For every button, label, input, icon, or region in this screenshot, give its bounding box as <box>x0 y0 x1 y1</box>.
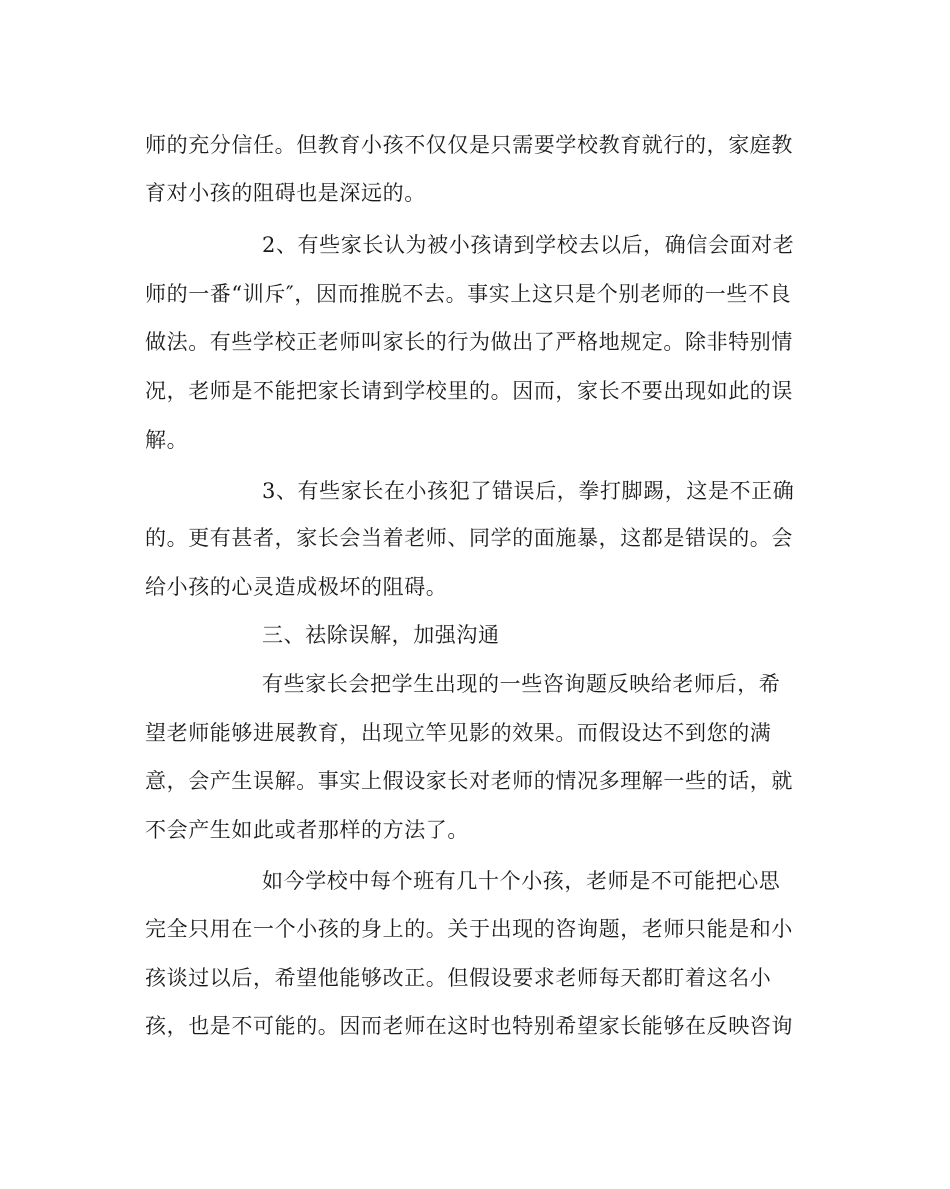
text-line: 意，会产生误解。事实上假设家长对老师的情况多理解一些的话，就 <box>145 769 793 793</box>
text-line: 给小孩的心灵造成极坏的阻碍。 <box>145 575 448 599</box>
text-line: 育对小孩的阻碍也是深远的。 <box>145 181 426 205</box>
text-line: 解。 <box>145 428 189 452</box>
text-line: 孩谈过以后，希望他能够改正。但假设要求老师每天都盯着这名小 <box>145 966 772 990</box>
text-line: 孩，也是不可能的。因而老师在这时也特别希望家长能够在反映咨询 <box>145 1014 793 1038</box>
numbered-paragraph-2: 2、有些家长认为被小孩请到学校去以后，确信会面对老 <box>262 233 795 257</box>
text-line: 师的充分信任。但教育小孩不仅仅是只需要学校教育就行的，家庭教 <box>145 133 793 157</box>
text-line: 况，老师是不能把家长请到学校里的。因而，家长不要出现如此的误 <box>145 379 793 403</box>
text-line: 望老师能够进展教育，出现立竿见影的效果。而假设达不到您的满 <box>145 721 772 745</box>
paragraph-start: 有些家长会把学生出现的一些咨询题反映给老师后，希 <box>262 672 781 696</box>
text-line: 完全只用在一个小孩的身上的。关于出现的咨询题，老师只能是和小 <box>145 917 793 941</box>
section-heading: 三、祛除误解，加强沟通 <box>262 623 500 647</box>
numbered-paragraph-3: 3、有些家长在小孩犯了错误后，拳打脚踢，这是不正确 <box>262 479 795 503</box>
text-line: 不会产生如此或者那样的方法了。 <box>145 818 469 842</box>
text-line: 做法。有些学校正老师叫家长的行为做出了严格地规定。除非特别情 <box>145 330 793 354</box>
text-line: 师的一番“训斥″，因而推脱不去。事实上这只是个别老师的一些不良 <box>145 282 792 306</box>
paragraph-start: 如今学校中每个班有几十个小孩，老师是不可能把心思 <box>262 869 781 893</box>
text-line: 的。更有甚者，家长会当着老师、同学的面施暴，这都是错误的。会 <box>145 526 793 550</box>
